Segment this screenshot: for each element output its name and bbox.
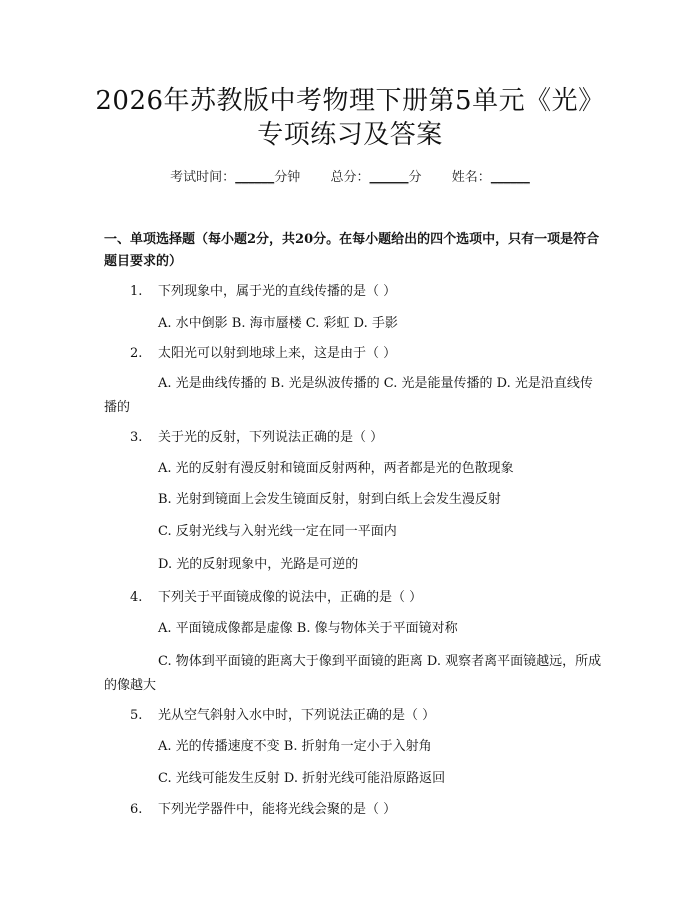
question-number: 5.: [130, 708, 143, 723]
question-number: 2.: [130, 346, 143, 361]
exam-time-label: 考试时间：: [170, 170, 236, 185]
total-score-blank: ______: [369, 170, 409, 185]
question-number: 4.: [130, 590, 143, 605]
question-stem: 下列光学器件中，能将光线会聚的是（ ）: [158, 802, 397, 817]
section-1-heading: 一、单项选择题（每小题2分，共20分。在每小题给出的四个选项中，只有一项是符合题目要求的）: [104, 232, 600, 269]
total-score-label: 总分：: [330, 170, 370, 185]
document-title-line2: 专项练习及答案: [257, 120, 443, 150]
exam-meta-line: [0, 168, 700, 188]
question-stem: 下列关于平面镜成像的说法中，正确的是（ ）: [158, 590, 423, 605]
question-number: 6.: [130, 802, 143, 817]
question-number: 1.: [130, 284, 143, 299]
question-stem: 关于光的反射，下列说法正确的是（ ）: [158, 430, 384, 445]
question-stem: 下列现象中，属于光的直线传播的是（ ）: [158, 284, 397, 299]
question-1-options: A. 水中倒影 B. 海市蜃楼 C. 彩虹 D. 手影: [158, 316, 398, 331]
question-4-options-cd: C. 物体到平面镜的距离大于像到平面镜的距离 D. 观察者离平面镜越远，所成的像越大: [104, 654, 602, 693]
question-5-options-ab: A. 光的传播速度不变 B. 折射角一定小于入射角: [158, 739, 432, 754]
exam-time-unit: 分钟: [274, 170, 301, 185]
question-5-options-cd: C. 光线可能发生反射 D. 折射光线可能沿原路返回: [158, 771, 446, 786]
question-3-option-c: C. 反射光线与入射光线一定在同一平面内: [158, 524, 397, 539]
question-stem: 太阳光可以射到地球上来，这是由于（ ）: [158, 346, 397, 361]
question-2-options: A. 光是曲线传播的 B. 光是纵波传播的 C. 光是能量传播的 D. 光是沿直线传播的: [104, 376, 593, 415]
question-3-option-d: D. 光的反射现象中，光路是可逆的: [158, 557, 359, 572]
question-3-option-a: A. 光的反射有漫反射和镜面反射两种，两者都是光的色散现象: [158, 461, 514, 476]
question-stem: 光从空气斜射入水中时，下列说法正确的是（ ）: [158, 708, 436, 723]
student-name-blank: ______: [490, 170, 530, 185]
document-title-line1: 2026年苏教版中考物理下册第5单元《光》: [95, 86, 605, 116]
student-name-label: 姓名：: [451, 170, 491, 185]
question-number: 3.: [130, 430, 143, 445]
total-score-unit: 分: [408, 170, 422, 185]
question-3-option-b: B. 光射到镜面上会发生镜面反射，射到白纸上会发生漫反射: [158, 492, 501, 507]
question-4-options-ab: A. 平面镜成像都是虚像 B. 像与物体关于平面镜对称: [158, 621, 458, 636]
exam-time-blank: ______: [235, 170, 275, 185]
